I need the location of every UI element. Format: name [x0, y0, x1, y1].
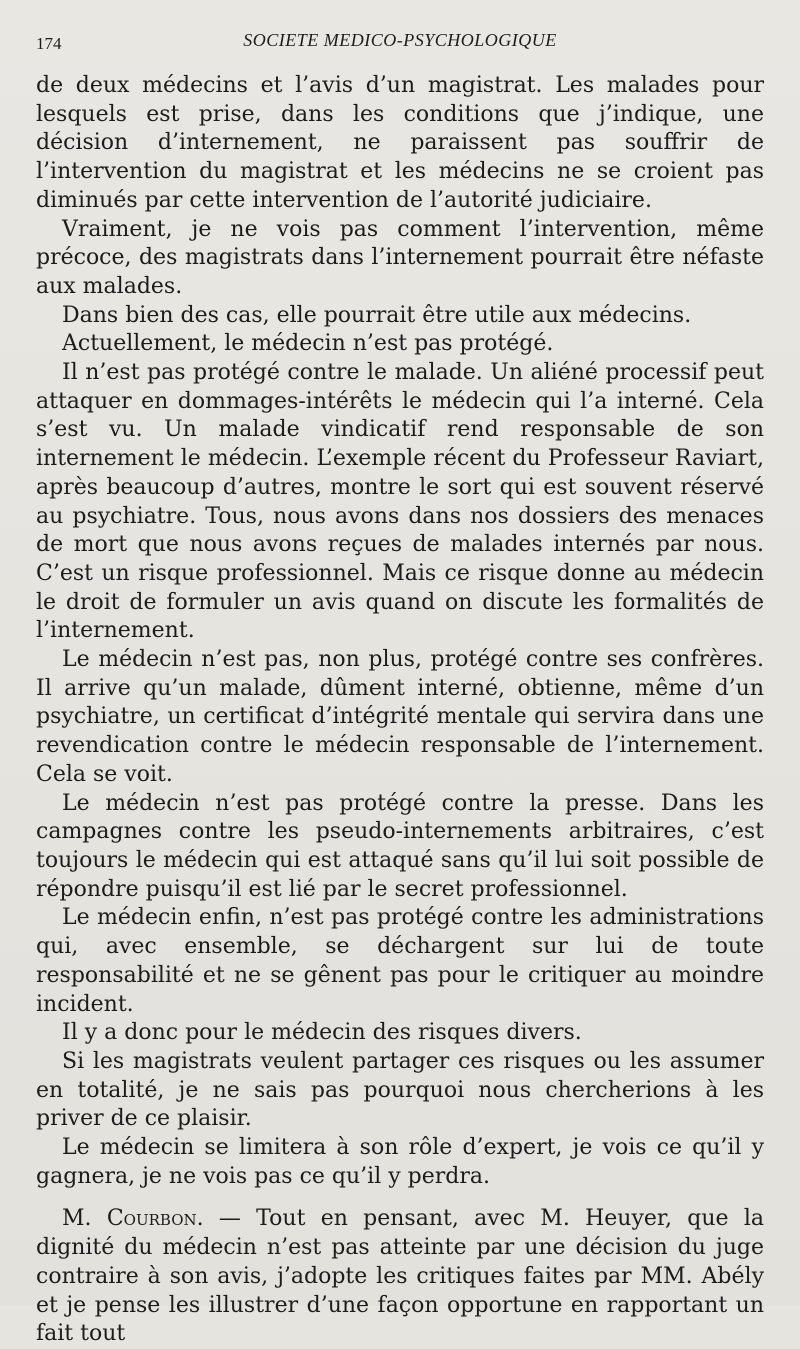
paragraph: Actuellement, le médecin n’est pas protégé.: [62, 331, 554, 357]
speaker-prefix: M.: [62, 1206, 92, 1232]
running-head: SOCIETE MEDICO-PSYCHOLOGIQUE: [243, 30, 557, 50]
paragraph: Le médecin enfin, n’est pas protégé contre les administrations qui, avec ensemble, se déchargent sur lui de toute responsabilité et ne se gênent pas pour le critiquer au moindre incident.: [36, 905, 764, 1017]
paragraph: Le médecin n’est pas, non plus, protégé contre ses confrères. Il arrive qu’un malade, dûment interné, obtienne, même d’un psychiatre, un certificat d’intégrité mentale qui servira dans une revendication contre le médecin responsable de l’internement. Cela se voit.: [36, 647, 764, 787]
paragraph: Dans bien des cas, elle pourrait être utile aux médecins.: [62, 302, 692, 328]
paragraph: Le médecin se limitera à son rôle d’expert, je vois ce qu’il y gagnera, je ne vois pas ce qu’il y perdra.: [36, 1135, 764, 1189]
paragraph: Si les magistrats veulent partager ces risques ou les assumer en totalité, je ne sais pas pourquoi nous chercherions à les priver de ce plaisir.: [36, 1048, 764, 1132]
speaker-name: Courbon: [106, 1206, 197, 1232]
paragraph: Il y a donc pour le médecin des risques divers.: [62, 1020, 582, 1046]
speaker-text: . — Tout en pensant, avec M. Heuyer, que la dignité du médecin n’est pas atteinte par une décision du juge contraire à son avis, j’adopte les critiques faites par MM. Abély et je pense les illustrer d’une façon opportune en rapportant un fait tout: [36, 1206, 765, 1347]
speaker-paragraph: [36, 1205, 764, 1349]
paragraph: Le médecin n’est pas protégé contre la presse. Dans les campagnes contre les pseudo-internements arbitraires, c’est toujours le médecin qui est attaqué sans qu’il lui soit possible de répondre puisqu’il est lié par le secret professionnel.: [36, 790, 764, 902]
paragraph: de deux médecins et l’avis d’un magistrat. Les malades pour lesquels est prise, dans les conditions que j’indique, une décision d’internement, ne paraissent pas souffrir de l’intervention du magistrat et les médecins ne se croient pas diminués par cette intervention de l’autorité judiciaire.: [36, 73, 764, 213]
paragraph: Vraiment, je ne vois pas comment l’intervention, même précoce, des magistrats dans l’internement pourrait être néfaste aux malades.: [36, 216, 764, 299]
paragraph: Il n’est pas protégé contre le malade. Un aliéné processif peut attaquer en dommages-intérêts le médecin qui l’a interné. Cela s’est vu. Un malade vindicatif rend responsable de son internement le médecin. L’exemple récent du Professeur Raviart, après beaucoup d’autres, montre le sort qui est souvent réservé au psychiatre. Tous, nous avons dans nos dossiers des menaces de mort que nous avons reçues de malades internés par nous. C’est un risque professionnel. Mais ce risque donne au médecin le droit de formuler un avis quand on discute les formalités de l’internement.: [36, 360, 764, 644]
page-number: 174: [36, 34, 62, 53]
page-header: [36, 26, 764, 62]
body-text: [36, 72, 764, 1349]
